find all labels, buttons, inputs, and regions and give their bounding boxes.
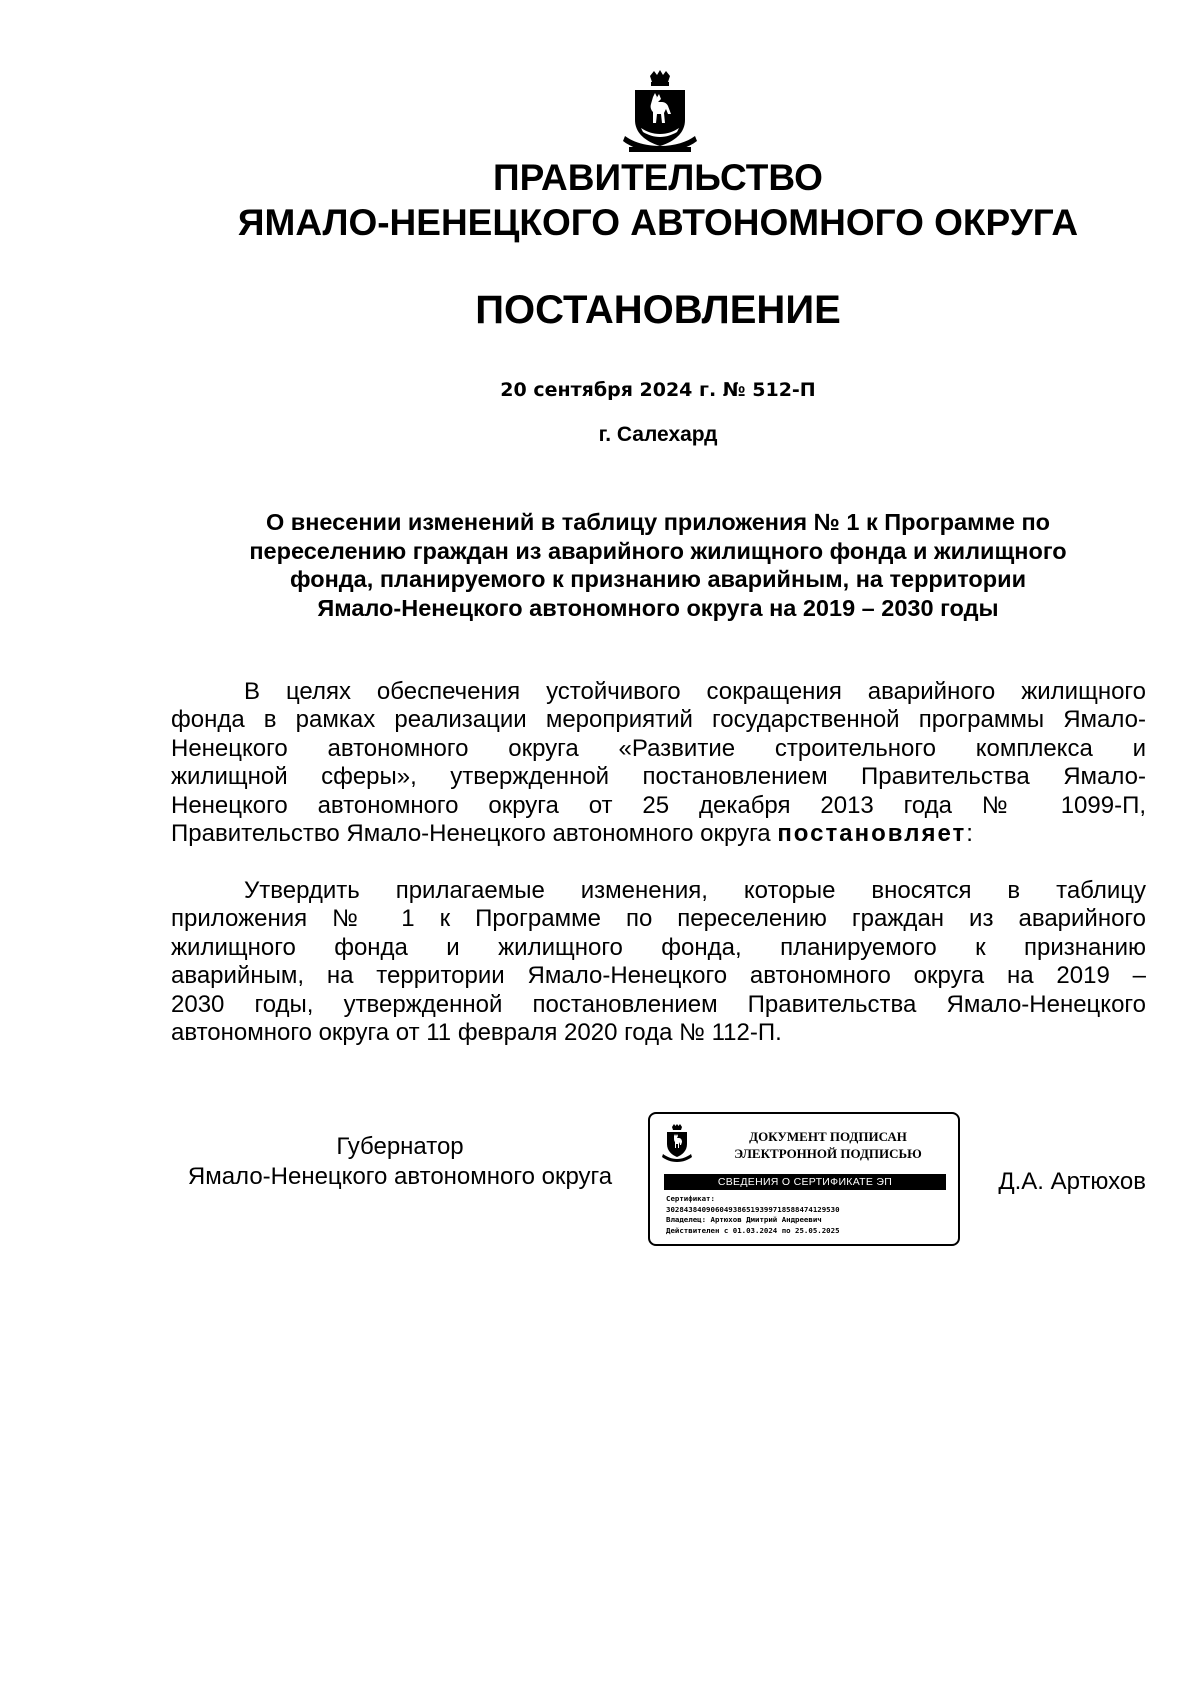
certificate-validity: Действителен с 01.03.2024 по 25.05.2025 [666, 1225, 840, 1235]
subject-line: О внесении изменений в таблицу приложения № 1 к Программе по [265, 509, 1051, 535]
paragraph-line: Ненецкого автономного округа «Развитие строительного комплекса и [171, 734, 1146, 762]
subject-line: Ямало-Ненецкого автономного округа на 2019 – 2030 годы [317, 594, 999, 621]
stamp-heading [708, 1128, 948, 1162]
subject-line: переселению граждан из аварийного жилищного фонда и жилищного [249, 537, 1067, 564]
paragraph-line: жилищного фонда и жилищного фонда, планируемого к признанию [171, 933, 1146, 961]
paragraph-line: Ненецкого автономного округа от 25 декабря 2013 года № 1099-П, [171, 791, 1146, 819]
stamp-emblem-icon [662, 1124, 692, 1164]
certificate-number: 302843840906049386519399718588474129530 [666, 1204, 840, 1214]
signatory-position [160, 1132, 640, 1192]
government-title [150, 155, 1166, 245]
body-paragraph-1 [171, 678, 1146, 848]
paragraph-line: жилищной сферы», утвержденной постановлением Правительства Ямало- [171, 763, 1146, 791]
paragraph-line: аварийным, на территории Ямало-Ненецкого автономного округа на 2019 – [171, 962, 1146, 990]
paragraph-line-suffix: : [966, 820, 973, 848]
coat-of-arms-emblem [623, 70, 697, 156]
body-paragraph-2 [171, 877, 1146, 1047]
government-title-line2: ЯМАЛО-НЕНЕЦКОГО АВТОНОМНОГО ОКРУГА [237, 202, 1079, 243]
resolution-keyword: постановляет [777, 820, 967, 848]
subject-line: фонда, планируемого к признанию аварийным, на территории [289, 566, 1027, 592]
stamp-heading-line1: ДОКУМЕНТ ПОДПИСАН [749, 1129, 907, 1144]
signer-name: Д.А. Артюхов [998, 1168, 1146, 1195]
document-type: ПОСТАНОВЛЕНИЕ [475, 288, 841, 332]
certificate-owner: Владелец: Артюхов Дмитрий Андреевич [666, 1215, 822, 1224]
signatory-position-line1: Губернатор [336, 1133, 464, 1160]
document-subject [172, 508, 1144, 622]
stamp-heading-line2: ЭЛЕКТРОННОЙ ПОДПИСЬЮ [734, 1146, 922, 1161]
paragraph-line: 2030 годы, утвержденной постановлением Правительства Ямало-Ненецкого [171, 990, 1146, 1018]
electronic-signature-stamp [648, 1112, 960, 1246]
paragraph-line: приложения № 1 к Программе по переселению граждан из аварийного [171, 905, 1146, 933]
government-title-line1: ПРАВИТЕЛЬСТВО [493, 157, 823, 198]
paragraph-line: автономного округа от 11 февраля 2020 года № 112-П. [171, 1019, 782, 1047]
document-date-number: 20 сентября 2024 г. № 512-П [500, 379, 816, 401]
paragraph-line [171, 820, 1146, 848]
paragraph-line: В целях обеспечения устойчивого сокращения аварийного жилищного [244, 678, 1146, 705]
paragraph-line: фонда в рамках реализации мероприятий государственной программы Ямало- [171, 706, 1146, 734]
certificate-label: Сертификат: [666, 1194, 715, 1203]
document-city: г. Салехард [598, 423, 718, 446]
signatory-position-line2: Ямало-Ненецкого автономного округа [187, 1163, 613, 1190]
paragraph-line: Утвердить прилагаемые изменения, которые вносятся в таблицу [244, 877, 1146, 904]
stamp-certificate-bar: СВЕДЕНИЯ О СЕРТИФИКАТЕ ЭП [664, 1174, 946, 1190]
paragraph-line-prefix: Правительство Ямало-Ненецкого автономного округа [171, 820, 778, 848]
stamp-certificate-info [666, 1194, 948, 1236]
